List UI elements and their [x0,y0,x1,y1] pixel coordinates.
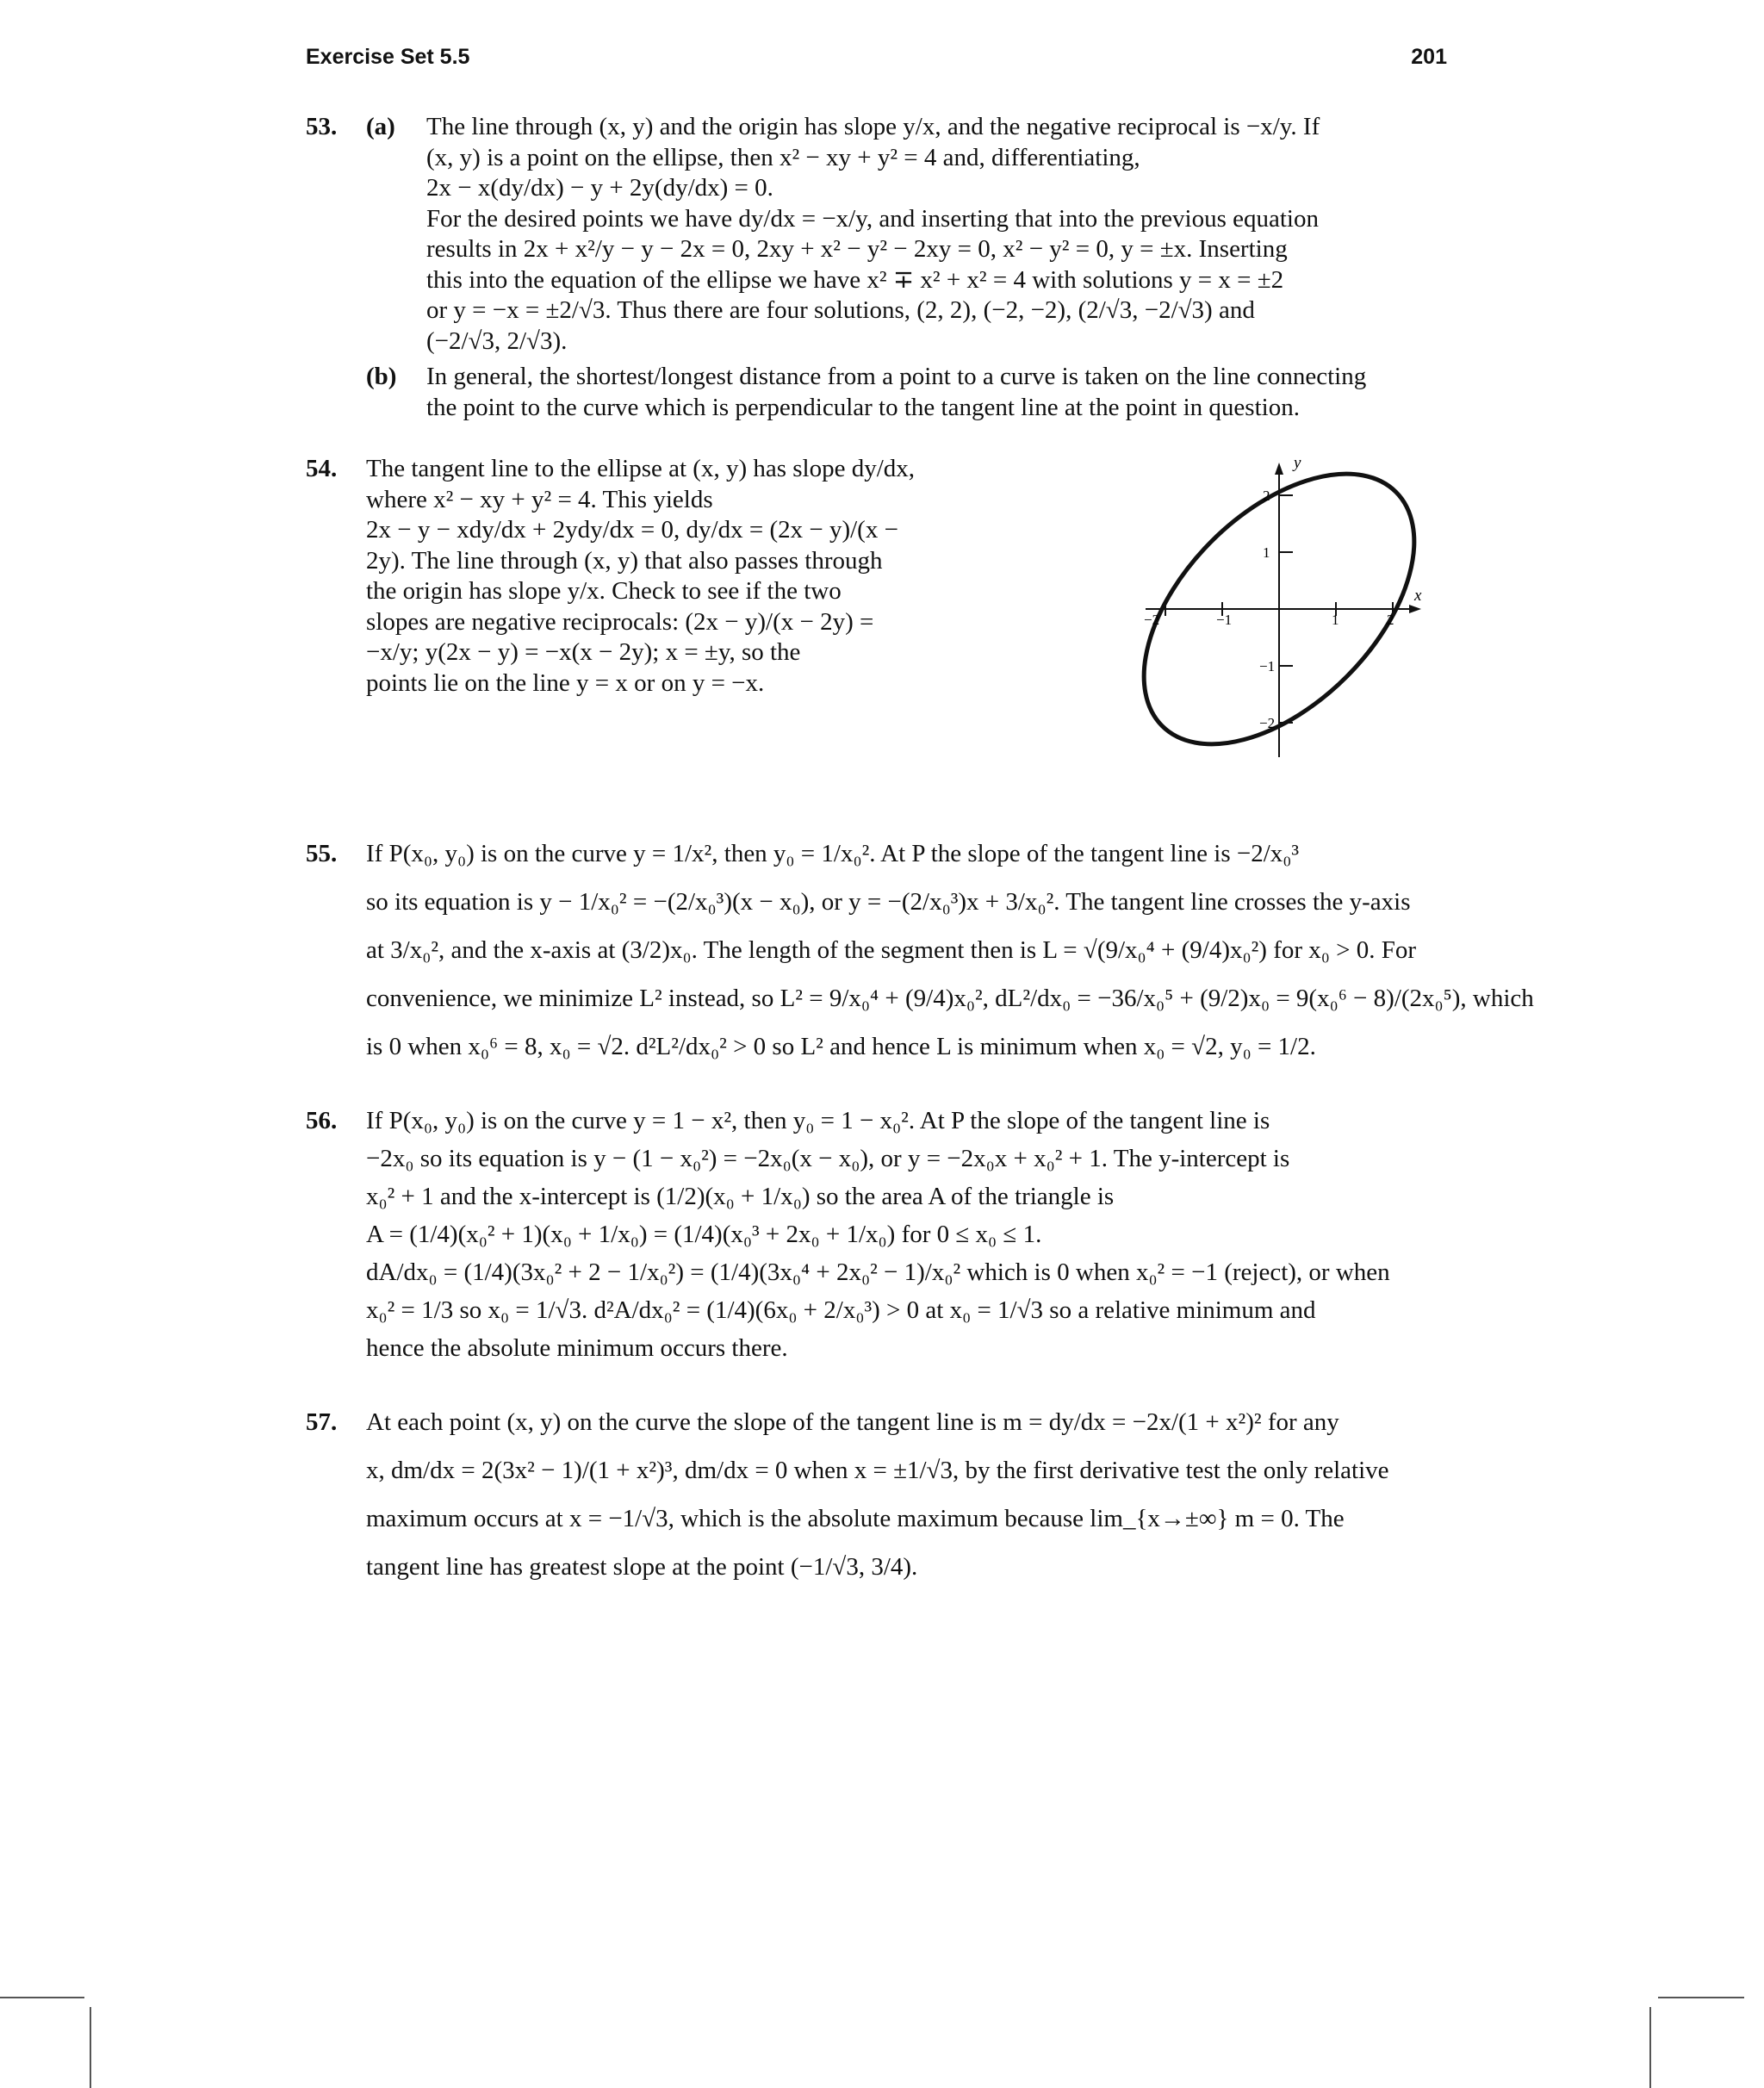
x-tick-label: −2 [1144,612,1160,628]
x-tick-label: 2 [1387,612,1394,628]
part-label: (a) [366,113,395,140]
crop-mark [90,2007,91,2088]
text-line: (−2/√3, 2/√3). [426,326,568,355]
x-tick-label: 1 [1332,612,1339,628]
problem-55 [306,830,1534,1071]
text-line: (x, y) is a point on the ellipse, then x² − xy + y² = 4 and, differentiating, [426,143,1140,171]
text-line: maximum occurs at x = −1/√3, which is the absolute maximum because lim_{x→±∞} m = 0. The [366,1505,1345,1532]
text-line: The tangent line to the ellipse at (x, y) has slope dy/dx, [366,455,916,482]
problem-57 [306,1398,1447,1591]
part-label: (b) [366,363,397,390]
problem-number: 53. [306,113,338,140]
problem-54-text [366,454,960,699]
part-a [366,112,1447,357]
text-line: 2x − y − xdy/dx + 2ydy/dx = 0, dy/dx = (2x − y)/(x − [366,516,898,544]
text-line: the point to the curve which is perpendicular to the tangent line at the point in question. [426,393,1300,421]
problem-56 [306,1102,1447,1367]
text-line: x₀² = 1/3 so x₀ = 1/√3. d²A/dx₀² = (1/4)(6x₀ + 2/x₀³) > 0 at x₀ = 1/√3 so a relative minimum and [366,1296,1316,1324]
text-line: points lie on the line y = x or on y = −x. [366,668,765,697]
y-tick-label: −2 [1259,715,1276,731]
text-line: For the desired points we have dy/dx = −x/y, and inserting that into the previous equation [426,204,1319,233]
crop-mark [1658,1997,1744,1998]
problem-number: 55. [306,840,338,867]
page-number: 201 [1411,45,1447,69]
text-line: −x/y; y(2x − y) = −x(x − 2y); x = ±y, so the [366,638,801,666]
part-b [366,362,1447,423]
problem-54 [306,454,1447,799]
running-header: Exercise Set 5.5 [306,45,470,69]
text-line: hence the absolute minimum occurs there. [366,1334,788,1362]
ellipse-figure [1137,454,1438,764]
x-axis-label: x [1414,587,1422,605]
text-line: x₀² + 1 and the x-intercept is (1/2)(x₀ + 1/x₀) so the area A of the triangle is [366,1183,1115,1210]
text-line: this into the equation of the ellipse we have x² ∓ x² + x² = 4 with solutions y = x = ±2 [426,265,1284,294]
text-line: If P(x₀, y₀) is on the curve y = 1/x², then y₀ = 1/x₀². At P the slope of the tangent line is −2/x₀³ [366,840,1300,867]
text-line: In general, the shortest/longest distance from a point to a curve is taken on the line connecting [426,363,1367,390]
y-axis-label: y [1294,454,1301,472]
text-line: x, dm/dx = 2(3x² − 1)/(1 + x²)³, dm/dx = 0 when x = ±1/√3, by the first derivative test the only relative [366,1457,1389,1484]
text-line: at 3/x₀², and the x-axis at (3/2)x₀. The length of the segment then is L = √(9/x₀⁴ + (9/4)x₀²) for x₀ > 0. For [366,936,1417,964]
text-line: tangent line has greatest slope at the point (−1/√3, 3/4). [366,1553,918,1581]
text-line: results in 2x + x²/y − y − 2x = 0, 2xy + x² − y² − 2xy = 0, x² − y² = 0, y = ±x. Inserting [426,235,1288,263]
y-tick-label: −1 [1259,658,1276,674]
crop-mark [0,1997,84,1998]
problem-number: 54. [306,455,338,482]
text-line: 2x − x(dy/dx) − y + 2y(dy/dx) = 0. [426,174,773,202]
text-line: 2y). The line through (x, y) that also passes through [366,546,883,575]
text-line: A = (1/4)(x₀² + 1)(x₀ + 1/x₀) = (1/4)(x₀³ + 2x₀ + 1/x₀) for 0 ≤ x₀ ≤ 1. [366,1221,1042,1248]
text-line: where x² − xy + y² = 4. This yields [366,485,713,513]
text-line: slopes are negative reciprocals: (2x − y)/(x − 2y) = [366,607,874,636]
text-line: or y = −x = ±2/√3. Thus there are four solutions, (2, 2), (−2, −2), (2/√3, −2/√3) and [426,296,1255,324]
text-line: −2x₀ so its equation is y − (1 − x₀²) = −2x₀(x − x₀), or y = −2x₀x + x₀² + 1. The y-intercept is [366,1145,1290,1172]
text-line: the origin has slope y/x. Check to see if the two [366,577,842,605]
y-axis-arrow-icon [1275,463,1283,475]
x-axis-arrow-icon [1409,605,1421,613]
problem-number: 56. [306,1107,338,1134]
y-tick-label: 2 [1263,488,1270,504]
y-tick-label: 1 [1263,544,1270,561]
text-line: If P(x₀, y₀) is on the curve y = 1 − x², then y₀ = 1 − x₀². At P the slope of the tangent line is [366,1107,1270,1134]
text-line: so its equation is y − 1/x₀² = −(2/x₀³)(x − x₀), or y = −(2/x₀³)x + 3/x₀². The tangent line crosses the y-axis [366,888,1411,916]
x-tick-label: −1 [1216,612,1233,628]
text-line: is 0 when x₀⁶ = 8, x₀ = √2. d²L²/dx₀² > 0 so L² and hence L is minimum when x₀ = √2, y₀ = 1/2. [366,1033,1316,1060]
page-body [306,112,1534,1622]
problem-number: 57. [306,1408,338,1436]
text-line: The line through (x, y) and the origin has slope y/x, and the negative reciprocal is −x/y. If [426,113,1320,140]
problem-53 [306,112,1447,423]
crop-mark [1649,2007,1651,2088]
text-line: convenience, we minimize L² instead, so L² = 9/x₀⁴ + (9/4)x₀², dL²/dx₀ = −36/x₀⁵ + (9/2)x₀ = 9(x₀⁶ − 8)/(2x₀⁵), which [366,985,1534,1012]
text-line: At each point (x, y) on the curve the slope of the tangent line is m = dy/dx = −2x/(1 + x²)² for any [366,1408,1339,1436]
text-line: dA/dx₀ = (1/4)(3x₀² + 2 − 1/x₀²) = (1/4)(3x₀⁴ + 2x₀² − 1)/x₀² which is 0 when x₀² = −1 (reject), or when [366,1258,1390,1286]
